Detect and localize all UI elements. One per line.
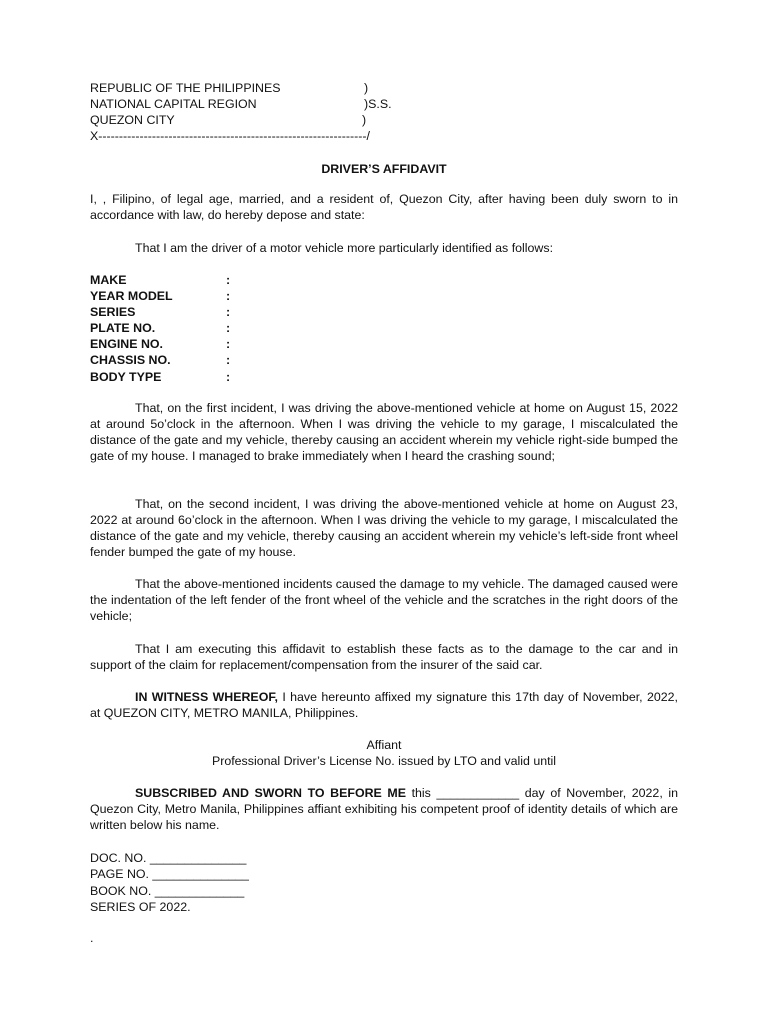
field-colon: : <box>226 321 231 336</box>
affiant-license-line: Professional Driver’s License No. issued by LTO and valid until <box>211 754 557 768</box>
field-colon: : <box>226 305 231 320</box>
witness-heading: IN WITNESS WHEREOF, <box>135 690 278 704</box>
witness-paragraph <box>90 689 678 721</box>
venue-caption <box>90 80 430 144</box>
damage-paragraph: That the above-mentioned incidents caused the damage to my vehicle. The damaged caused were the indentation of the left fender of the front wheel of the vehicle and the scratches in the right doors of the vehicle; <box>90 577 678 623</box>
venue-republic-text: REPUBLIC OF THE PHILIPPINES <box>90 81 281 95</box>
purpose-paragraph: That I am executing this affidavit to establish these facts as to the damage to the car and in support of the claim for replacement/compensation from the insurer of the said car. <box>90 642 678 672</box>
series-line: SERIES OF 2022. <box>90 899 191 914</box>
vehicle-field-make <box>90 272 290 288</box>
field-colon: : <box>226 273 231 287</box>
vehicle-field-body-type <box>90 369 290 385</box>
vehicle-field-year-model <box>90 288 290 304</box>
venue-city-text: QUEZON CITY <box>90 113 175 127</box>
document-title: DRIVER’S AFFIDAVIT <box>321 162 447 176</box>
field-colon: : <box>226 337 231 352</box>
field-label: CHASSIS NO. <box>90 353 171 368</box>
witness-text: I have hereunto affixed my signature this 17th day of November, 2022, at QUEZON CITY, METRO MANILA, Philippines. <box>90 690 678 720</box>
jurat-paragraph <box>90 785 678 833</box>
venue-ss-paren: )S.S. <box>364 97 392 111</box>
intro-paragraph: I, , Filipino, of legal age, married, and a resident of, Quezon City, after having been duly sworn to in accordance with law, do hereby depose and state: <box>90 192 678 222</box>
venue-separator: X-----------------------------------------------------------------/ <box>90 129 370 143</box>
venue-line-city <box>90 112 430 128</box>
jurat-heading: SUBSCRIBED AND SWORN TO BEFORE ME <box>135 786 406 800</box>
venue-paren: ) <box>362 113 367 127</box>
field-label: ENGINE NO. <box>90 337 163 352</box>
affiant-label: Affiant <box>366 738 402 752</box>
field-label: PLATE NO. <box>90 321 156 336</box>
field-label: YEAR MODEL <box>90 289 173 304</box>
field-label: MAKE <box>90 273 127 287</box>
vehicle-field-engine-no <box>90 336 290 352</box>
notarial-details <box>90 850 390 915</box>
field-colon: : <box>226 289 231 304</box>
vehicle-intro-paragraph: That I am the driver of a motor vehicle more particularly identified as follows: <box>135 241 554 255</box>
page-no-line: PAGE NO. ______________ <box>90 867 249 882</box>
venue-line-region <box>90 96 430 112</box>
book-no-line: BOOK NO. _____________ <box>90 883 245 898</box>
field-colon: : <box>226 353 231 368</box>
first-incident-paragraph: That, on the first incident, I was driving the above-mentioned vehicle at home on August 15, 2022 at around 5o’clock in the afternoon. When I was driving the vehicle to my garage, I miscalculated the distance of the gate and my vehicle, thereby causing an accident wherein my vehicle right-side bumped the gate of my house. I managed to brake immediately when I heard the crashing sound; <box>90 401 678 463</box>
trailing-mark: . <box>90 931 94 945</box>
field-colon: : <box>226 369 231 384</box>
vehicle-field-series <box>90 304 290 320</box>
vehicle-fields <box>90 272 290 385</box>
venue-paren: ) <box>364 81 369 95</box>
doc-no-line: DOC. NO. ______________ <box>90 851 247 865</box>
second-incident-paragraph: That, on the second incident, I was driving the above-mentioned vehicle at home on August 23, 2022 at around 6o’clock in the afternoon. When I was driving the vehicle to my garage, I miscalculated the distance of the gate and my vehicle, thereby causing an accident wherein my vehicle’s left-side front wheel fender bumped the gate of my house. <box>90 497 678 559</box>
jurat-text: this ____________ day of November, 2022, in Quezon City, Metro Manila, Philippines affiant exhibiting his competent proof of identity details of which are written below his name. <box>90 786 678 832</box>
venue-region-text: NATIONAL CAPITAL REGION <box>90 97 257 111</box>
vehicle-field-chassis-no <box>90 352 290 368</box>
venue-line-republic <box>90 80 430 96</box>
field-label: BODY TYPE <box>90 369 162 384</box>
vehicle-field-plate-no <box>90 320 290 336</box>
field-label: SERIES <box>90 305 136 320</box>
